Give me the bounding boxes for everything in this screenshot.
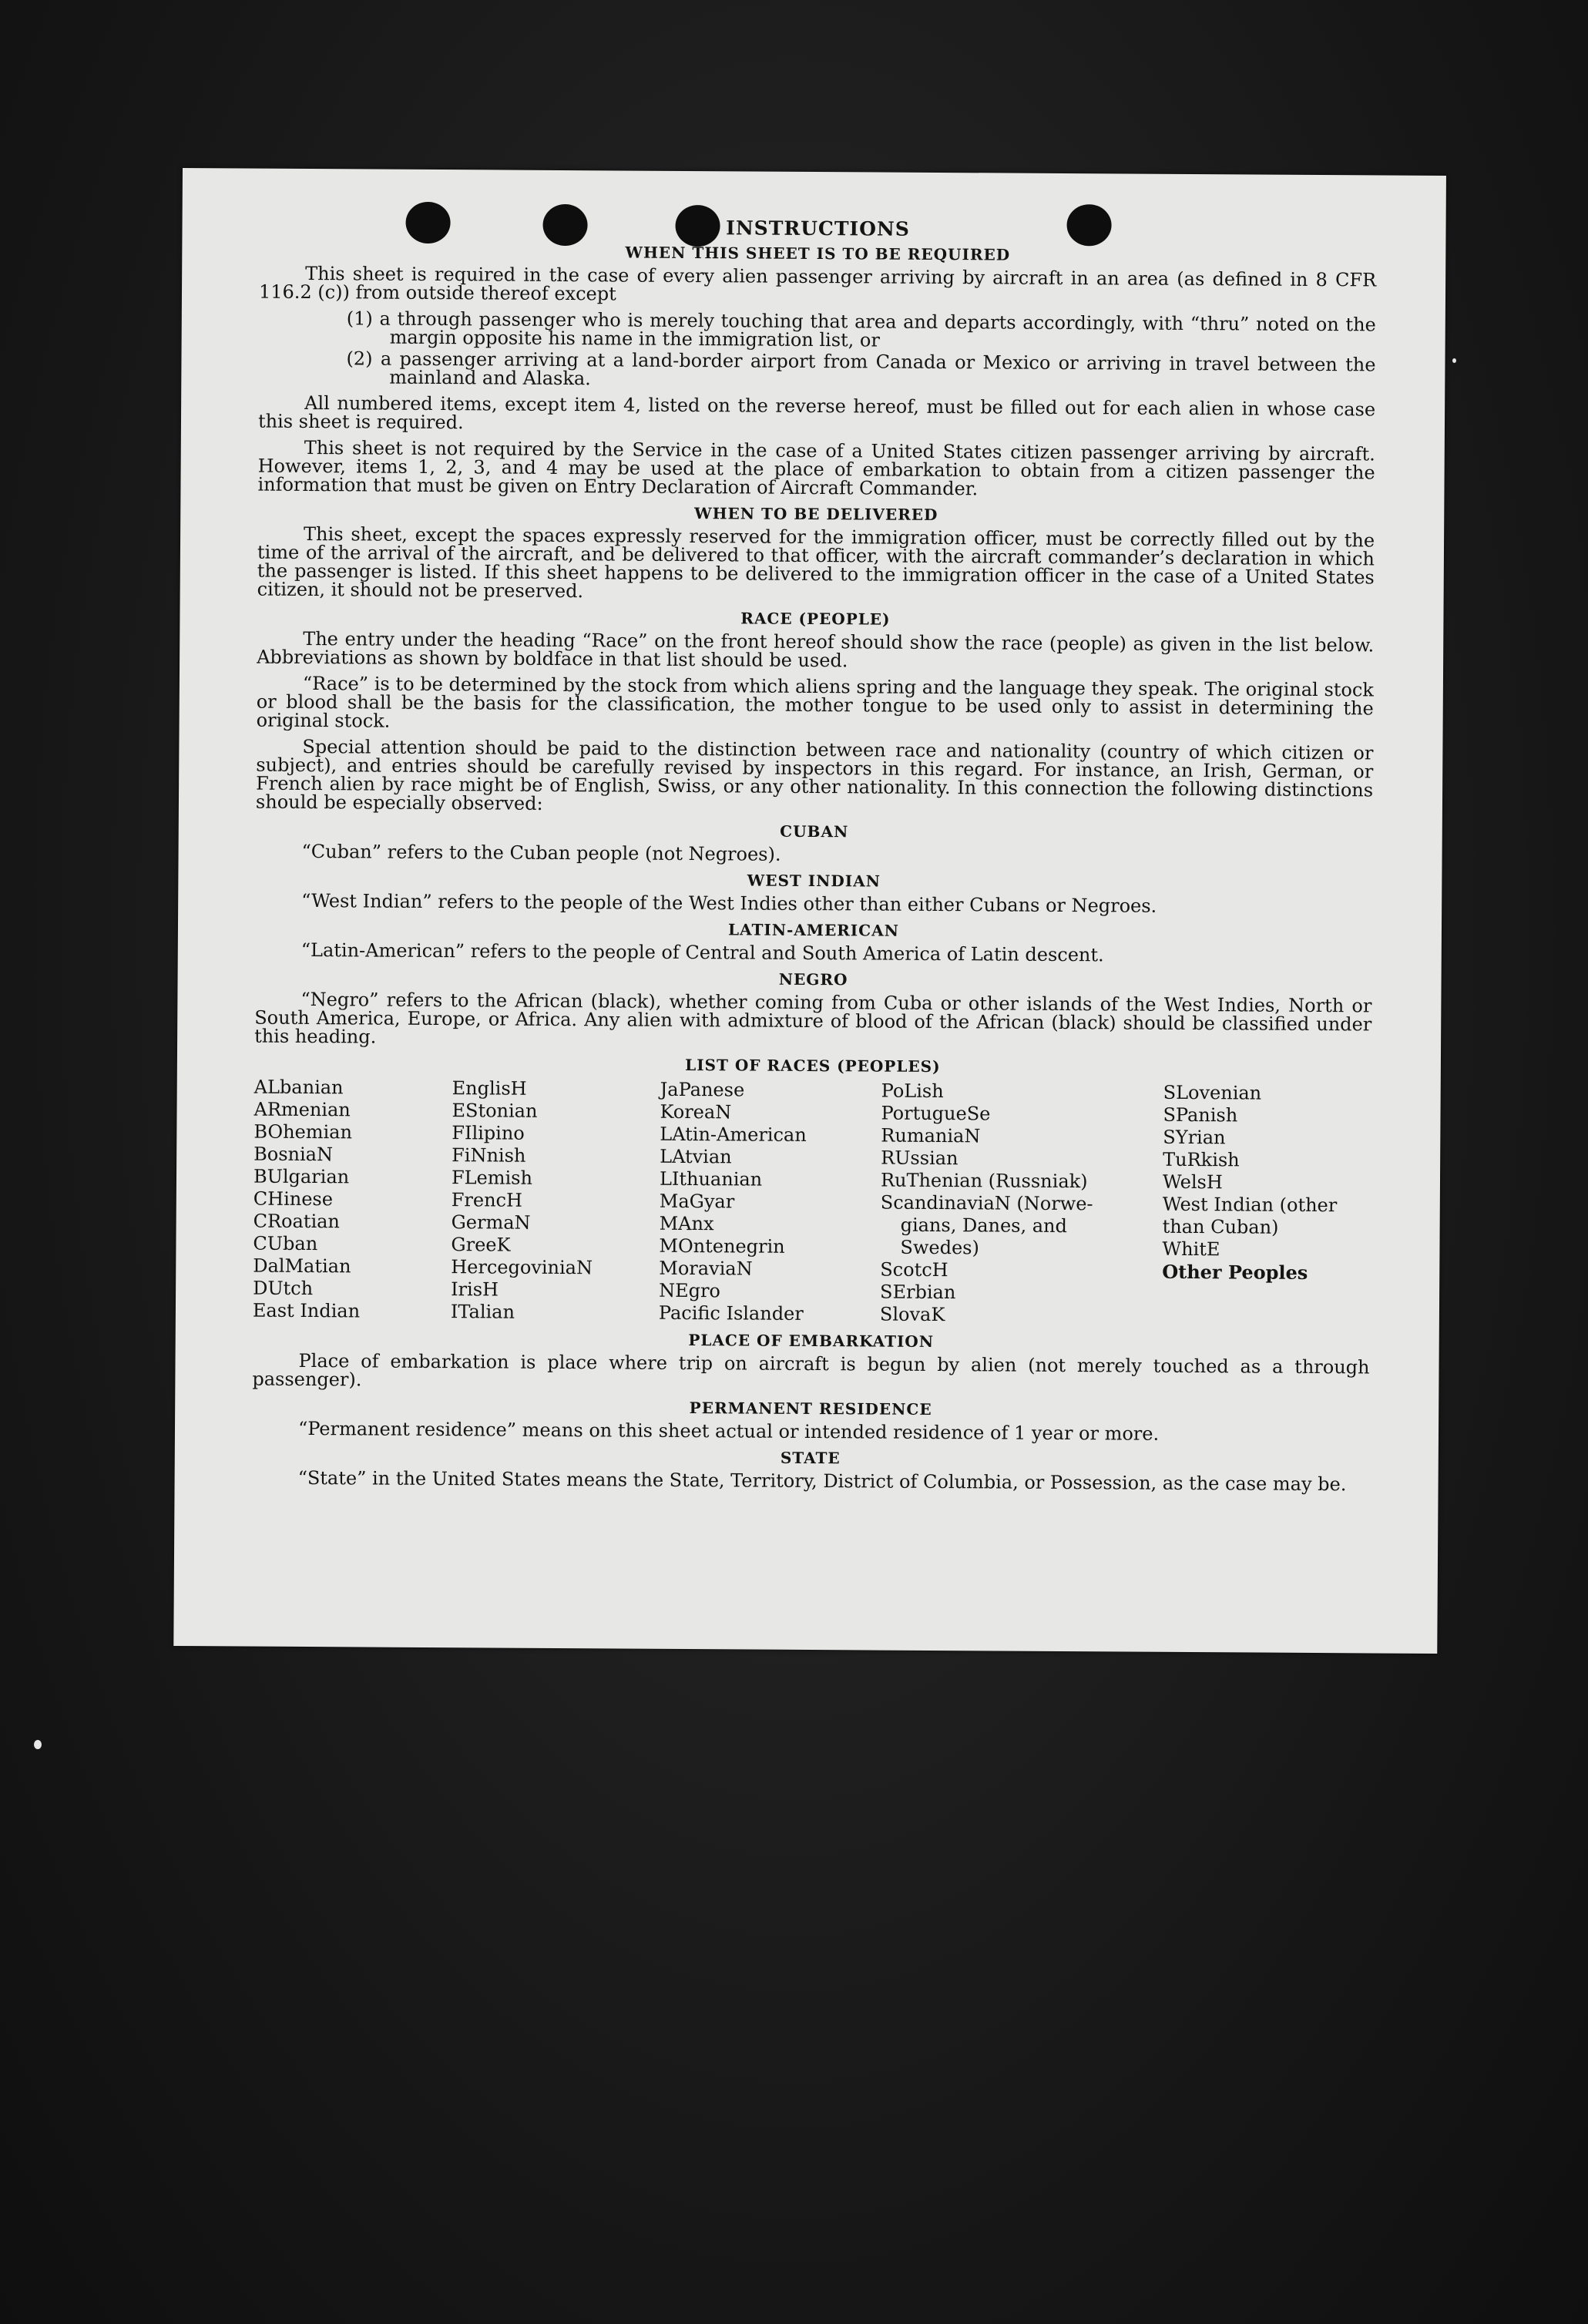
race-entry: LAtin-American (660, 1123, 807, 1146)
race-entry: WhitE (1162, 1238, 1220, 1261)
section-heading-when-required: WHEN THIS SHEET IS TO BE REQUIRED (625, 243, 1011, 264)
race-paragraph-2: “Race” is to be determined by the stock from which aliens spring and the language they speak. The original stock or blood shall be the basis for the classification, the mother tongue to be used only to assist in determining the original stock. (256, 672, 1374, 732)
race-entry: SLovenian (1163, 1081, 1262, 1104)
race-entry: PortugueSe (881, 1102, 991, 1125)
race-paragraph-1: The entry under the heading “Race” on the front hereof should show the race (people) as given in the list below. Abbreviations as shown by boldface in that list should be used. (257, 627, 1375, 672)
race-entry: Swedes) (900, 1236, 979, 1259)
race-entry: SPanish (1163, 1103, 1238, 1127)
section-heading-race: RACE (PEOPLE) (740, 609, 891, 629)
race-entry: HercegoviniaN (451, 1256, 593, 1279)
race-entry: DUtch (253, 1277, 314, 1300)
exception-item-2: (2) a passenger arriving at a land-border airport from Canada or Mexico or arriving in travel between the mainland and Alaska. (346, 348, 1376, 390)
when-required-intro: This sheet is required in the case of every alien passenger arriving by aircraft in an area (as defined in 8 CFR 116.2 (c)) from outside thereof except (258, 262, 1377, 305)
race-column-4 (880, 1080, 1163, 1328)
race-entry: ScotcH (880, 1258, 948, 1281)
race-entry: PoLish (881, 1080, 944, 1103)
race-entry: RUssian (881, 1147, 959, 1170)
state-definition: “State” in the United States means the State, Territory, District of Columbia, or Possession, as the case may be. (297, 1466, 1347, 1496)
race-entry: BOhemian (253, 1120, 353, 1144)
west-indian-definition: “West Indian” refers to the people of the West Indies other than either Cubans or Negroes. (301, 889, 1157, 917)
race-entry: GermaN (451, 1211, 531, 1234)
race-entry: SYrian (1163, 1126, 1226, 1149)
section-heading-residence: PERMANENT RESIDENCE (689, 1399, 932, 1419)
race-entry: FrencH (451, 1189, 523, 1211)
negro-definition: “Negro” refers to the African (black), whether coming from Cuba or other islands of the West Indies, North or South America, Europe, or Africa. Any alien with admixture of blood of the African (black) should be classified under this heading. (254, 988, 1372, 1048)
race-entry: FIlipino (452, 1122, 525, 1144)
section-heading-cuban: CUBAN (780, 821, 849, 841)
section-heading-embarkation: PLACE OF EMBARKATION (688, 1331, 935, 1351)
race-entry: West Indian (other (1162, 1193, 1338, 1217)
race-entry: than Cuban) (1162, 1215, 1279, 1238)
race-entry: WelsH (1162, 1170, 1223, 1194)
instruction-sheet (173, 168, 1446, 1654)
cuban-definition: “Cuban” refers to the Cuban people (not Negroes). (301, 840, 781, 865)
race-column-1 (253, 1076, 452, 1324)
exception-item-1: (1) a through passenger who is merely touching that area and departs accordingly, with “thru” noted on the margin opposite his name in the immigration list, or (346, 307, 1376, 351)
race-entry: MaGyar (659, 1190, 735, 1213)
race-entry: Pacific Islander (658, 1301, 804, 1325)
race-entry: LAtvian (660, 1145, 732, 1168)
race-entry: NEgro (659, 1279, 721, 1302)
race-column-5 (1162, 1082, 1371, 1329)
race-entry: RumaniaN (881, 1124, 981, 1147)
race-entry: FiNnish (452, 1144, 526, 1167)
race-column-3 (659, 1079, 881, 1326)
race-paragraph-3: Special attention should be paid to the distinction between race and nationality (country of which citizen or subject), and entries should be carefully revised by inspectors in this regard. For instance, an Irish, German, or French alien by race might be of English, Swiss, or any other nationality. In this connection the following distinctions should be especially observed: (255, 735, 1374, 814)
race-entry: RuThenian (Russniak) (880, 1169, 1088, 1193)
section-heading-west-indian: WEST INDIAN (747, 871, 881, 891)
page-title: INSTRUCTIONS (726, 217, 910, 240)
race-entry: DalMatian (253, 1254, 351, 1278)
section-heading-negro: NEGRO (778, 969, 848, 989)
race-entry: LIthuanian (659, 1167, 763, 1191)
race-entry: BUlgarian (253, 1165, 350, 1188)
race-entry: CRoatian (253, 1210, 341, 1233)
race-entry: MAnx (659, 1212, 714, 1235)
numbered-items-paragraph: All numbered items, except item 4, listed on the reverse hereof, must be filled out for each alien in whose case this sheet is required. (257, 391, 1376, 434)
race-entry: TuRkish (1163, 1148, 1240, 1171)
dust-speck (34, 1740, 42, 1749)
race-entry: EnglisH (452, 1077, 527, 1100)
race-entry: SlovaK (879, 1303, 945, 1326)
race-entry: Other Peoples (1162, 1260, 1308, 1284)
delivery-paragraph: This sheet, except the spaces expressly reserved for the immigration officer, must be correctly filled out by the time of the arrival of the aircraft, and be delivered to that officer, with the aircraft commander’s declaration in which the passenger is listed. If this sheet happens to be delivered to the immigration officer in the case of a United States citizen, it should not be preserved. (257, 522, 1375, 603)
race-entry: EStonian (452, 1100, 538, 1122)
latin-american-definition: “Latin-American” refers to the people of Central and South America of Latin descent. (300, 939, 1104, 966)
citizen-paragraph: This sheet is not required by the Service in the case of a United States citizen passenger arriving by aircraft. However, items 1, 2, 3, and 4 may be used at the place of embarkation to obtain from a citizen passenger the information that must be given on Entry Declaration of Aircraft Commander. (257, 436, 1375, 500)
race-entry: gians, Danes, and (900, 1214, 1068, 1238)
embarkation-definition: Place of embarkation is place where trip on aircraft is begun by alien (not merely touched as a through passenger). (252, 1349, 1370, 1391)
race-entry: ALbanian (253, 1076, 344, 1099)
race-entry: MoraviaN (659, 1257, 753, 1280)
section-heading-when-delivered: WHEN TO BE DELIVERED (694, 504, 938, 524)
race-entry: BosniaN (253, 1143, 334, 1166)
race-entry: East Indian (252, 1299, 361, 1322)
dust-speck (1452, 358, 1456, 363)
race-entry: GreeK (451, 1234, 511, 1256)
race-column-2 (451, 1077, 660, 1325)
sheet-content (251, 217, 1376, 1502)
residence-definition: “Permanent residence” means on this sheet actual or intended residence of 1 year or more. (297, 1417, 1160, 1445)
race-entry: ScandinaviaN (Norwe- (880, 1191, 1093, 1215)
section-heading-latin-american: LATIN-AMERICAN (727, 920, 899, 940)
race-entry: CHinese (253, 1187, 334, 1211)
race-entry: ARmenian (253, 1098, 351, 1121)
race-entry: KoreaN (660, 1100, 732, 1123)
race-entry: SErbian (880, 1281, 956, 1304)
section-heading-state: STATE (780, 1448, 841, 1468)
race-entry: CUban (253, 1232, 318, 1255)
section-heading-list-of-races: LIST OF RACES (PEOPLES) (685, 1056, 941, 1076)
race-entry: IrisH (451, 1278, 499, 1301)
race-entry: FLemish (451, 1167, 533, 1189)
race-entry: JaPanese (660, 1078, 745, 1101)
list-of-races (253, 1076, 1371, 1329)
race-entry: ITalian (450, 1301, 515, 1323)
race-entry: MOntenegrin (659, 1234, 785, 1258)
